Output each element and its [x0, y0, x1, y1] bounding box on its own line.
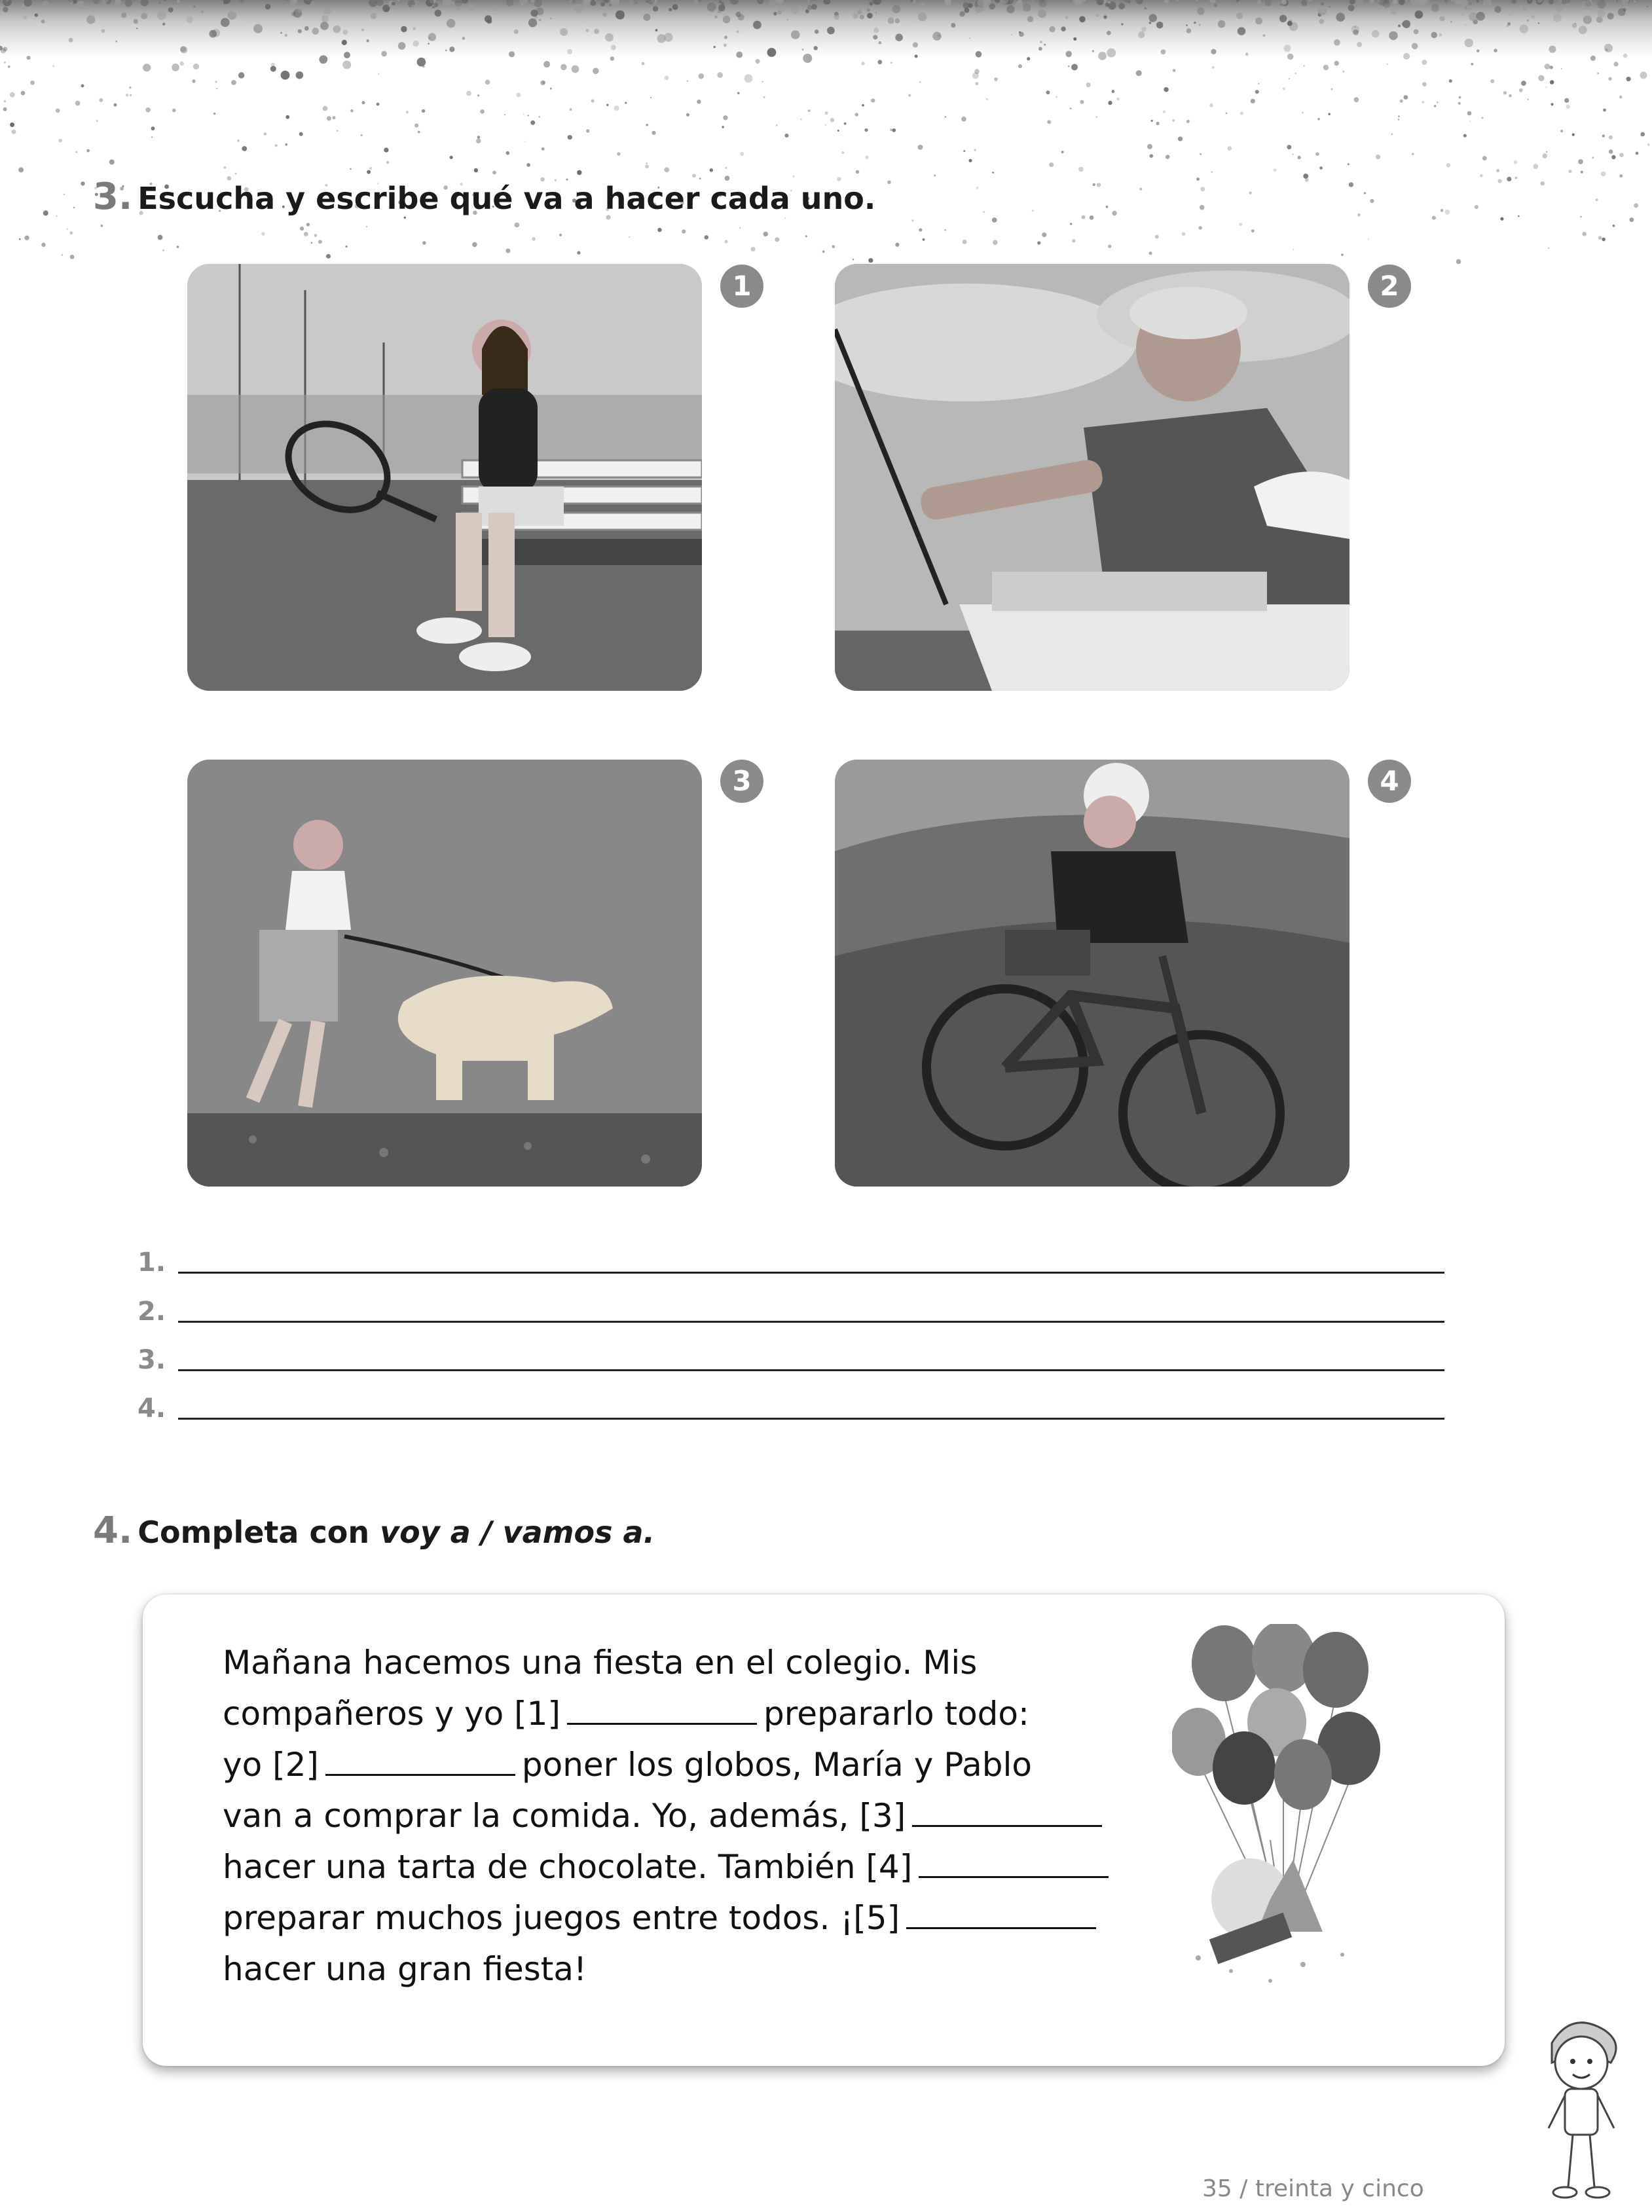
answer-label-4: 4. — [138, 1393, 166, 1424]
blank-4[interactable] — [919, 1847, 1109, 1878]
mascot-illustration — [1532, 2010, 1630, 2207]
story-line-1: Mañana hacemos una fiesta en el colegio. Mis — [223, 1644, 978, 1682]
story-text — [223, 1637, 1166, 1995]
paint-splatter-header — [0, 0, 1652, 275]
answer-row-4 — [138, 1380, 1444, 1424]
story-line-2-after: prepararlo todo: — [763, 1695, 1029, 1733]
answer-line-3[interactable] — [178, 1369, 1444, 1371]
photo-badge-3: 3 — [720, 760, 763, 803]
blank-2[interactable] — [325, 1745, 515, 1776]
photo-girl-walking-dog — [187, 760, 702, 1187]
exercise-3-heading — [93, 175, 875, 218]
exercise-3-instruction: Escucha y escribe qué va a hacer cada uno. — [138, 181, 876, 216]
photo-badge-1: 1 — [720, 265, 763, 308]
exercise-4-instruction: Completa con — [138, 1515, 380, 1550]
photo-badge-4: 4 — [1368, 760, 1411, 803]
answer-label-2: 2. — [138, 1297, 166, 1327]
exercise-3-number: 3. — [93, 175, 133, 218]
story-line-3-after: poner los globos, María y Pablo — [521, 1746, 1032, 1784]
story-line-5-before: hacer una tarta de chocolate. También [4] — [223, 1848, 913, 1886]
story-line-7: hacer una gran fiesta! — [223, 1950, 587, 1988]
exercise-4-heading — [93, 1509, 655, 1552]
photo-boy-mountain-biking — [835, 760, 1349, 1187]
story-line-4 — [223, 1790, 1166, 1841]
answer-line-4[interactable] — [178, 1418, 1444, 1420]
story-line-2 — [223, 1688, 1166, 1739]
answer-line-2[interactable] — [178, 1321, 1444, 1323]
answer-row-3 — [138, 1332, 1444, 1375]
answer-row-1 — [138, 1234, 1444, 1278]
photo-fisherman — [835, 264, 1349, 691]
exercise-4-number: 4. — [93, 1509, 133, 1552]
answer-row-2 — [138, 1283, 1444, 1327]
blank-3[interactable] — [912, 1796, 1102, 1827]
story-line-3 — [223, 1739, 1166, 1790]
exercise-4-instruction-italic: voy a / vamos a. — [380, 1515, 655, 1550]
story-line-4-before: van a comprar la comida. Yo, además, [3] — [223, 1797, 906, 1835]
balloons-illustration — [1172, 1624, 1388, 2030]
page-number-footer: 35 / treinta y cinco — [1202, 2175, 1424, 2202]
blank-1[interactable] — [567, 1694, 757, 1725]
photo-tennis-player — [187, 264, 702, 691]
photo-badge-2: 2 — [1368, 265, 1411, 308]
answer-label-3: 3. — [138, 1345, 166, 1375]
story-line-6 — [223, 1892, 1166, 1944]
story-line-3-before: yo [2] — [223, 1746, 319, 1784]
story-line-2-before: compañeros y yo [1] — [223, 1695, 560, 1733]
answer-label-1: 1. — [138, 1247, 166, 1278]
answer-line-1[interactable] — [178, 1272, 1444, 1274]
blank-5[interactable] — [906, 1898, 1096, 1929]
story-line-6-before: preparar muchos juegos entre todos. ¡[5] — [223, 1899, 900, 1937]
story-line-5 — [223, 1841, 1166, 1892]
